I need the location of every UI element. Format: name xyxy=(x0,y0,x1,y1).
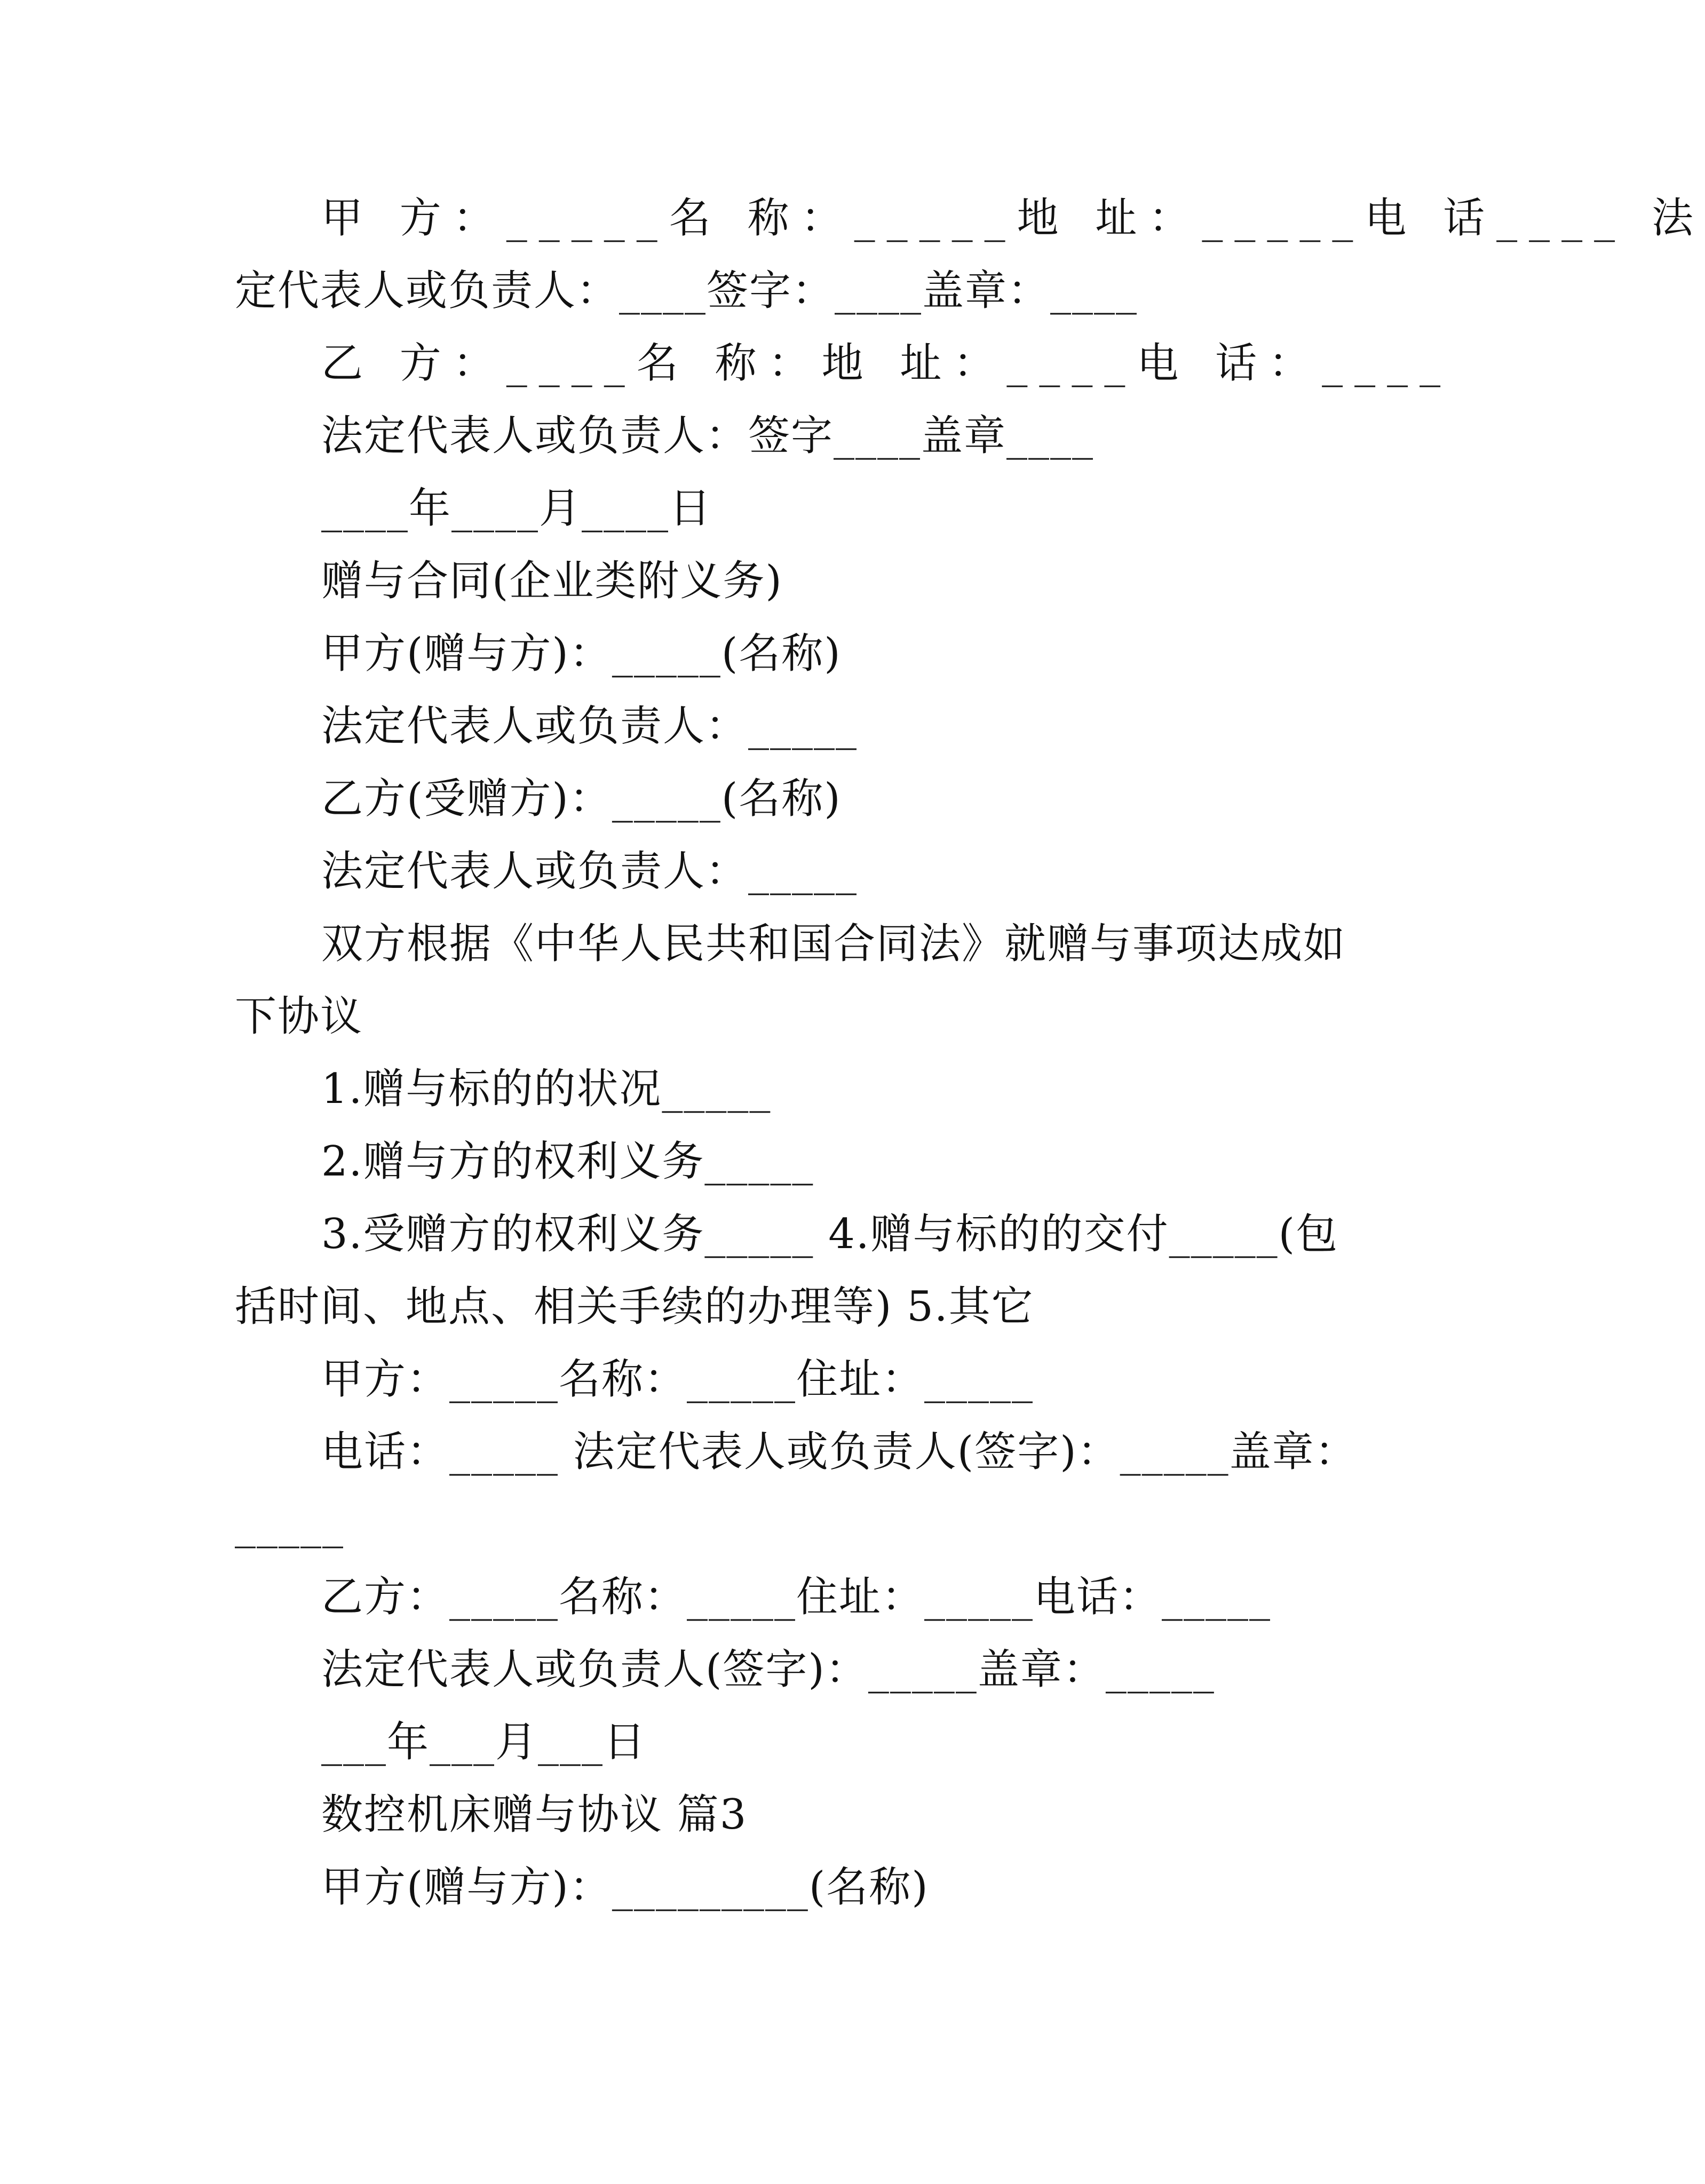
sign-party-b-line-2: 法定代表人或负责人(签字)：_____盖章：_____ xyxy=(321,1646,1215,1694)
section-title: 赠与合同(企业类附义务) xyxy=(321,557,783,605)
clause-3-4: 3.受赠方的权利义务_____ 4.赠与标的的交付_____(包 xyxy=(321,1210,1339,1258)
section-3-donor-line: 甲方(赠与方)：_________(名称) xyxy=(321,1863,929,1911)
agreement-intro-line-2: 下协议 xyxy=(235,992,363,1041)
agreement-intro-line-1: 双方根据《中华人民共和国合同法》就赠与事项达成如 xyxy=(321,920,1346,968)
sign-party-a-line-1: 甲方：_____名称：_____住址：_____ xyxy=(321,1355,1034,1403)
sign-party-a-line-2: 电话：_____ 法定代表人或负责人(签字)：_____盖章： xyxy=(321,1428,1358,1476)
donor-line: 甲方(赠与方)：_____(名称) xyxy=(321,630,842,678)
section-3-title: 数控机床赠与协议 篇3 xyxy=(321,1791,748,1839)
donee-line: 乙方(受赠方)：_____(名称) xyxy=(321,775,842,823)
sign-party-b-line-1: 乙方：_____名称：_____住址：_____电话：_____ xyxy=(321,1573,1272,1621)
party-b-info-line-2: 法定代表人或负责人：签字____盖章____ xyxy=(321,412,1095,460)
donee-rep-line: 法定代表人或负责人：_____ xyxy=(321,847,858,895)
date-line-1: ____年____月____日 xyxy=(321,485,712,533)
clause-2: 2.赠与方的权利义务_____ xyxy=(321,1138,814,1186)
party-a-info-line-1: 甲 方：_____名 称：_____地 址：_____电 话____ 法 xyxy=(321,194,1705,242)
donor-rep-line: 法定代表人或负责人：_____ xyxy=(321,702,858,750)
party-a-info-line-2: 定代表人或负责人：____签字：____盖章：____ xyxy=(235,267,1138,315)
document-page xyxy=(235,194,1705,1939)
date-line-2: ___年___月___日 xyxy=(321,1718,647,1766)
clause-1: 1.赠与标的的状况_____ xyxy=(321,1065,772,1113)
party-b-info-line-1: 乙 方：____名 称：地 址：____电 话：____ xyxy=(321,339,1453,387)
clause-4-5-continued: 括时间、地点、相关手续的办理等) 5.其它 xyxy=(235,1283,1034,1331)
sign-party-a-line-3: _____ xyxy=(235,1500,344,1548)
